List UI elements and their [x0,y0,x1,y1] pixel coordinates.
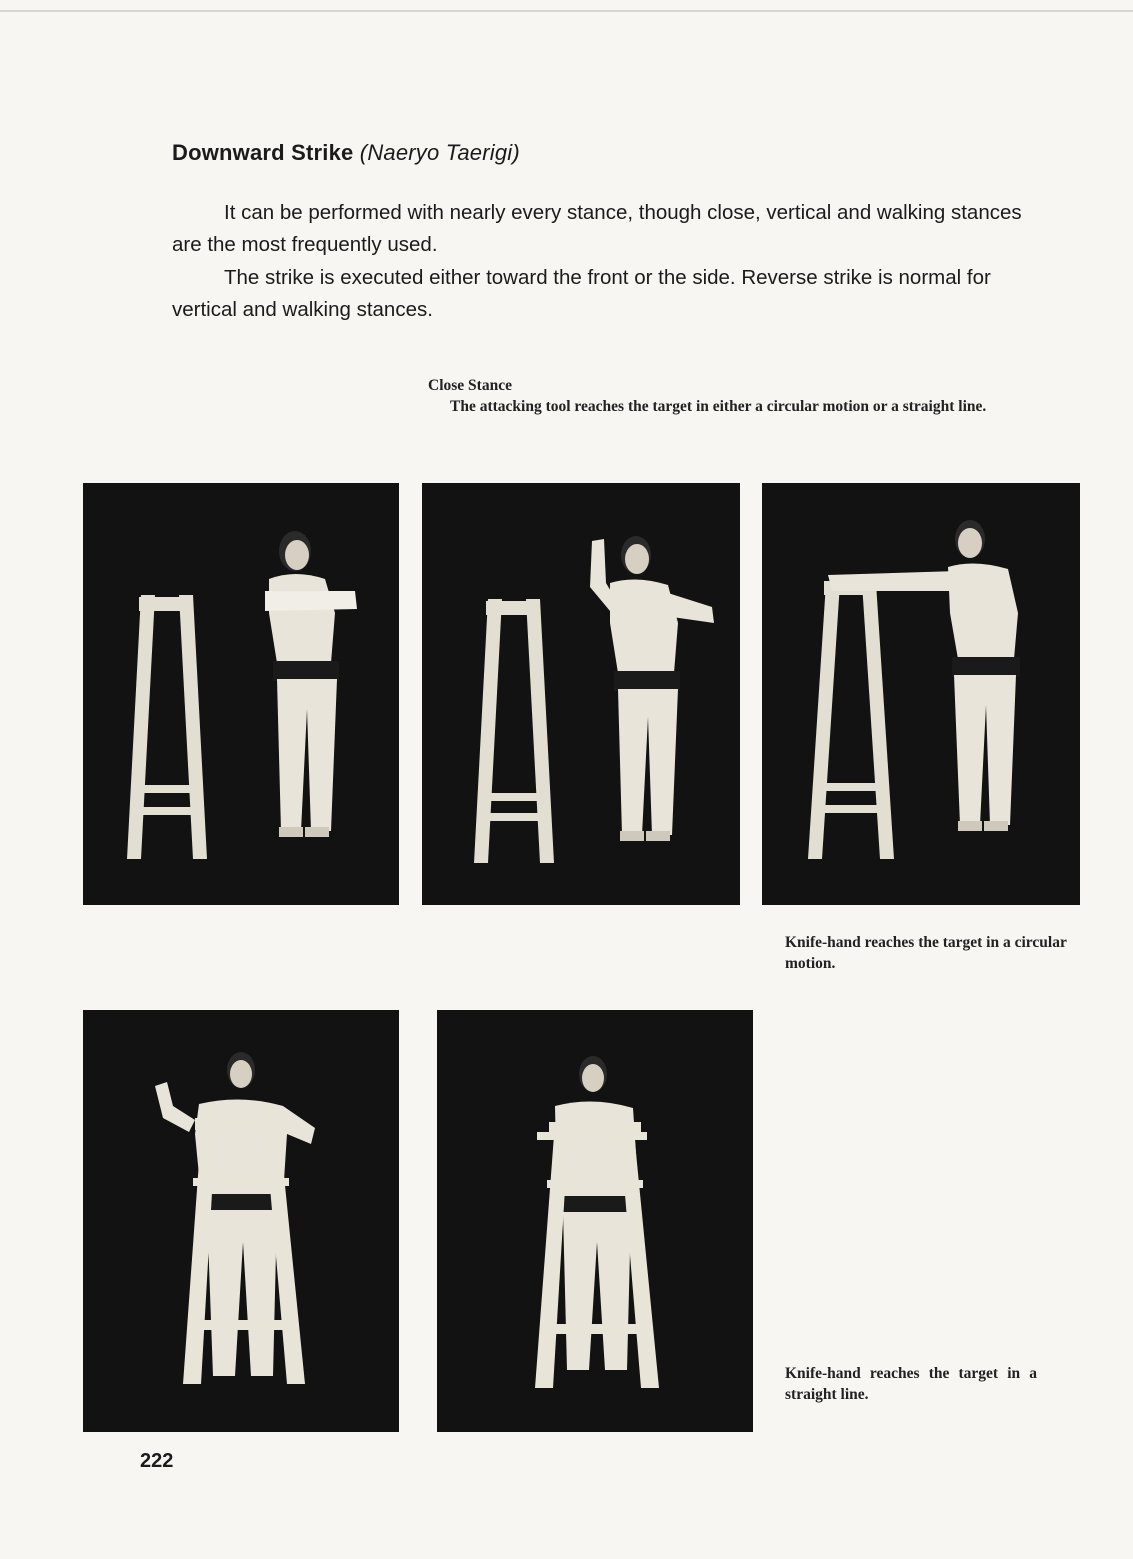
photo-close-stance-strike [762,483,1080,905]
close-stance-text: The attacking tool reaches the target in either a circular motion or a straight line. [450,398,987,415]
photo-straight-line-strike [437,1010,753,1432]
target-stand [474,599,554,863]
person-figure [555,1056,639,1370]
section-title: Downward Strike [172,140,354,165]
caption-circular-motion: Knife-hand reaches the target in a circular motion. [785,934,1067,972]
scan-edge-line [0,10,1133,12]
page-number: 222 [140,1450,174,1472]
person-figure [590,536,714,841]
photo-straight-line-raise [83,1010,399,1432]
close-stance-heading: Close Stance [428,377,512,394]
person-figure [265,531,357,837]
paragraph-1-text: It can be performed with nearly every stance, though close, vertical and walking stances are the most frequently used. [172,201,1022,256]
section-heading [172,140,520,166]
photo-close-stance-ready [83,483,399,905]
paragraph-2 [172,262,1034,326]
photo-close-stance-raise [422,483,740,905]
paragraph-2-text: The strike is executed either toward the front or the side. Reverse strike is normal for vertical and walking stances. [172,266,991,321]
section-subtitle: (Naeryo Taerigi) [359,140,520,165]
target-stand [808,581,894,859]
close-stance-caption [428,375,988,417]
paragraph-1 [172,197,1034,261]
caption-straight-line: Knife-hand reaches the target in a straight line. [785,1365,1037,1403]
target-stand [127,595,207,859]
